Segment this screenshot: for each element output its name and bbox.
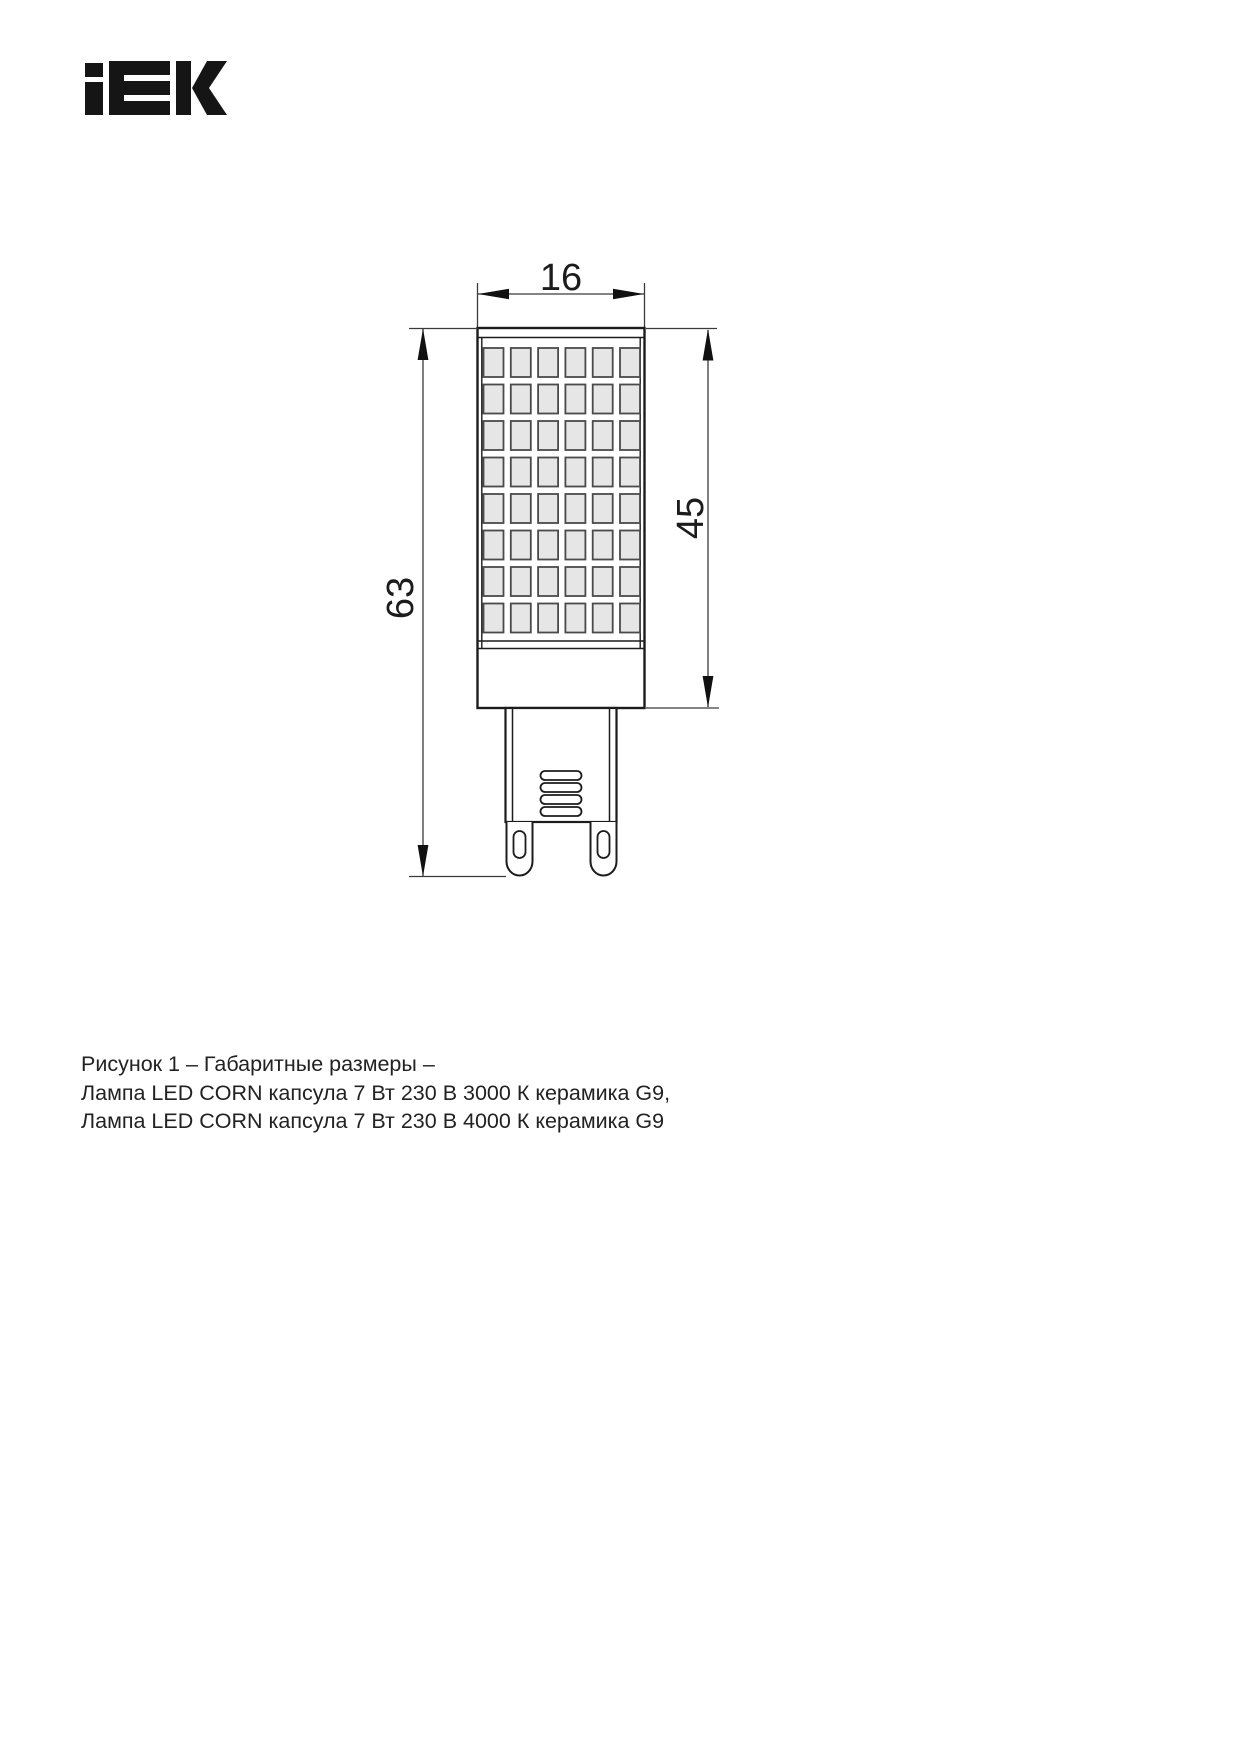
led-chip	[511, 348, 531, 377]
led-chip	[620, 494, 640, 523]
led-chip	[620, 458, 640, 487]
led-chip	[484, 385, 504, 414]
led-chip	[484, 348, 504, 377]
led-chip	[565, 458, 585, 487]
dim-body-height-label: 45	[670, 496, 712, 540]
led-chip	[538, 348, 558, 377]
led-chip	[593, 458, 613, 487]
led-chip	[565, 604, 585, 633]
led-chip	[511, 494, 531, 523]
g9-base	[506, 708, 617, 876]
vent-slot	[541, 783, 582, 792]
pin-right	[591, 822, 617, 876]
led-chip	[511, 421, 531, 450]
led-chip	[511, 458, 531, 487]
led-chip	[484, 531, 504, 560]
vent-slot	[541, 807, 582, 816]
led-chip	[538, 604, 558, 633]
led-chip	[620, 421, 640, 450]
led-chip	[593, 604, 613, 633]
led-chip	[538, 458, 558, 487]
led-chip	[620, 531, 640, 560]
vent-slot	[541, 795, 582, 804]
led-chip	[593, 531, 613, 560]
led-chip	[620, 567, 640, 596]
arrow-down-icon	[703, 676, 714, 708]
led-chip	[538, 567, 558, 596]
arrow-down-icon	[418, 845, 429, 877]
caption-line: Лампа LED CORN капсула 7 Вт 230 В 3000 К керамика G9,	[81, 1080, 671, 1105]
dim-width-label: 16	[539, 257, 583, 299]
led-chip	[593, 494, 613, 523]
led-chip	[511, 531, 531, 560]
led-chip	[484, 604, 504, 633]
led-chip	[484, 458, 504, 487]
led-chip	[620, 385, 640, 414]
caption-line: Лампа LED CORN капсула 7 Вт 230 В 4000 К керамика G9	[81, 1109, 665, 1134]
led-chip	[593, 385, 613, 414]
led-chip	[484, 421, 504, 450]
led-chip	[565, 494, 585, 523]
led-chip	[593, 348, 613, 377]
figure-caption	[81, 1050, 670, 1136]
led-chip	[484, 494, 504, 523]
led-chip	[565, 531, 585, 560]
led-chip	[511, 567, 531, 596]
lamp-body	[478, 328, 645, 708]
led-chip	[620, 604, 640, 633]
led-chip	[511, 385, 531, 414]
led-chip	[565, 567, 585, 596]
led-chip	[511, 604, 531, 633]
pin-left	[507, 822, 533, 876]
led-chip	[620, 348, 640, 377]
arrow-up-icon	[703, 329, 714, 361]
led-chip	[565, 348, 585, 377]
led-chip	[538, 494, 558, 523]
caption-line: Рисунок 1 – Габаритные размеры –	[81, 1052, 435, 1076]
led-chip	[538, 531, 558, 560]
arrow-left-icon	[478, 289, 509, 299]
led-chip	[565, 385, 585, 414]
arrow-up-icon	[418, 329, 429, 361]
arrow-right-icon	[613, 289, 644, 299]
led-chip	[538, 421, 558, 450]
vent-slot	[541, 771, 582, 780]
led-chip	[565, 421, 585, 450]
led-chip	[593, 421, 613, 450]
dim-total-height-label: 63	[380, 576, 422, 620]
led-chip	[538, 385, 558, 414]
led-chip	[593, 567, 613, 596]
led-chip	[484, 567, 504, 596]
